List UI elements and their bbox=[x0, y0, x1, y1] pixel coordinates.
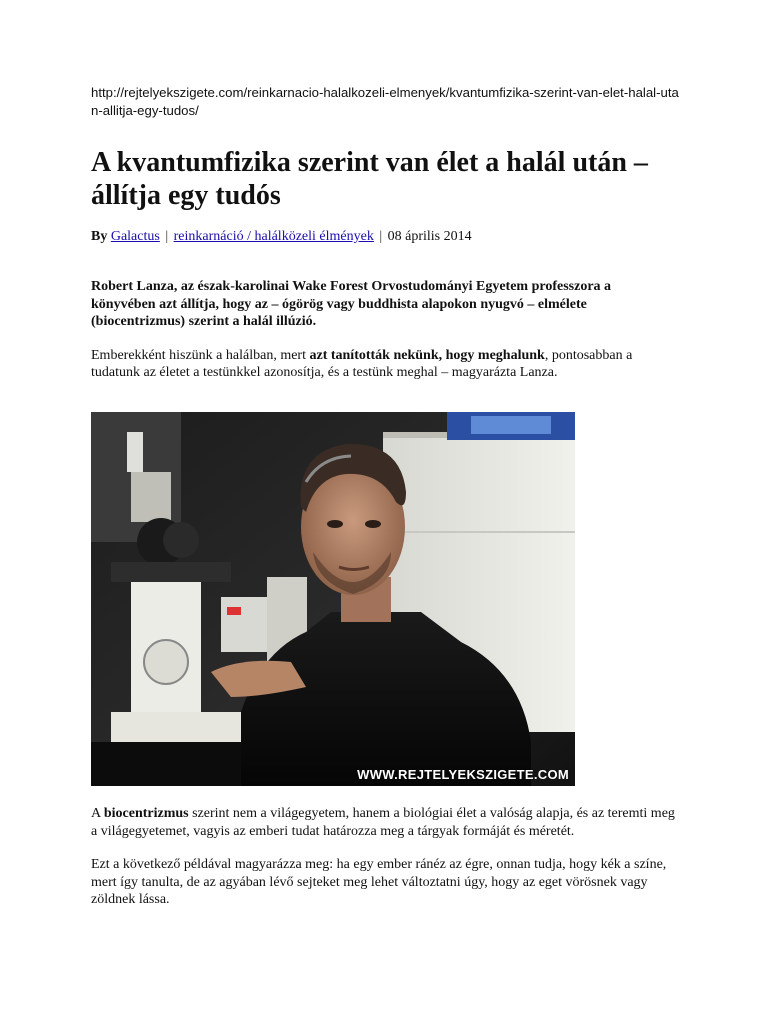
photo-watermark: WWW.REJTELYEKSZIGETE.COM bbox=[357, 767, 569, 782]
paragraph-2-emphasis: biocentrizmus bbox=[103, 806, 189, 821]
byline-separator: | bbox=[379, 229, 383, 244]
paragraph-1-text-after: , pontosabban a tudatunk az életet a testünkkel azonosítja, és a testünk meghal – magyarázta Lanza. bbox=[91, 347, 633, 380]
article-title: A kvantumfizika szerint van élet a halál után – állítja egy tudós bbox=[91, 147, 648, 211]
photo-illustration bbox=[91, 412, 575, 786]
category-link[interactable]: reinkarnáció / halálközeli élmények bbox=[173, 229, 374, 244]
article-continued bbox=[91, 805, 691, 909]
paragraph-2-text-before: A bbox=[91, 806, 104, 821]
source-url[interactable]: http://rejtelyekszigete.com/reinkarnacio-halalkozeli-elmenyek/kvantumfizika-szerint-van-elet-halal-utan-allitja-egy-tudos/ bbox=[91, 85, 679, 118]
byline bbox=[91, 228, 691, 246]
lead-paragraph: Robert Lanza, az észak-karolinai Wake Forest Orvostudományi Egyetem professzora a könyvében azt állítja, hogy az – ógörög vagy buddhista alapokon nyugvó – elmélete (biocentrizmus) szerint a halál illúzió. bbox=[91, 279, 612, 329]
paragraph-1-text-before: Emberekként hiszünk a halálban, mert bbox=[91, 347, 310, 363]
article bbox=[91, 84, 691, 382]
byline-prefix: By bbox=[91, 229, 108, 244]
byline-separator: | bbox=[165, 229, 169, 244]
author-link[interactable]: Galactus bbox=[110, 229, 160, 244]
paragraph-2-text-after: szerint nem a világegyetem, hanem a biológiai élet a valóság alapja, és az teremti meg a világegyetemet, vagyis az emberi tudat határozza meg a tárgyak formáját és méretét. bbox=[91, 806, 675, 839]
paragraph-2 bbox=[91, 805, 677, 840]
paragraph-3: Ezt a következő példával magyarázza meg: ha egy ember ránéz az égre, onnan tudja, hogy kék a színe, mert így tanulta, de az agyában lévő sejteket meg lehet változtatni úgy, hogy az eget vörösnek vagy zöldnek lássa. bbox=[91, 857, 667, 907]
paragraph-1-emphasis: azt tanították nekünk, hogy meghalunk bbox=[309, 347, 545, 363]
paragraph-1 bbox=[91, 347, 677, 382]
publish-date: 08 április 2014 bbox=[387, 229, 472, 244]
article-photo bbox=[91, 412, 575, 786]
